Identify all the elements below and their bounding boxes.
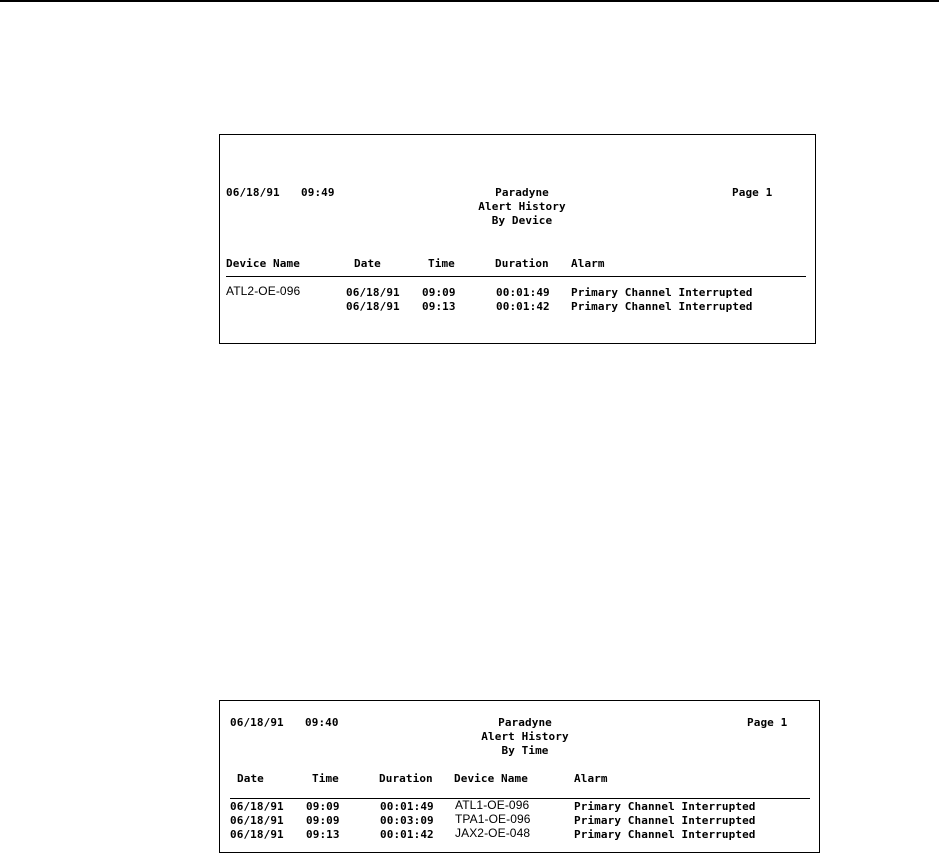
row-time: 09:09 [306, 800, 340, 813]
row-duration: 00:03:09 [380, 814, 434, 827]
report-title: Alert History [481, 730, 569, 743]
row-date: 06/18/91 [346, 286, 400, 299]
column-header-date: Date [354, 257, 381, 270]
page-top-rule [0, 0, 939, 2]
row-duration: 00:01:42 [496, 300, 550, 313]
row-date: 06/18/91 [230, 828, 284, 841]
row-date: 06/18/91 [230, 814, 284, 827]
column-header-time: Time [312, 772, 339, 785]
report-time: 09:49 [301, 186, 335, 199]
column-header-date: Date [237, 772, 264, 785]
row-time: 09:13 [422, 300, 456, 313]
header-rule [226, 276, 806, 277]
column-header-alarm: Alarm [571, 257, 605, 270]
row-time: 09:09 [306, 814, 340, 827]
report-date: 06/18/91 [226, 186, 280, 199]
column-header-duration: Duration [379, 772, 433, 785]
row-alarm: Primary Channel Interrupted [571, 300, 753, 313]
row-alarm: Primary Channel Interrupted [574, 800, 756, 813]
row-device-name: TPA1-OE-096 [455, 812, 531, 826]
row-time: 09:09 [422, 286, 456, 299]
row-date: 06/18/91 [230, 800, 284, 813]
row-alarm: Primary Channel Interrupted [571, 286, 753, 299]
report-page-number: Page 1 [747, 716, 788, 729]
row-alarm: Primary Channel Interrupted [574, 828, 756, 841]
column-header-time: Time [428, 257, 455, 270]
row-date: 06/18/91 [346, 300, 400, 313]
column-header-alarm: Alarm [574, 772, 608, 785]
column-header-device-name: Device Name [454, 772, 528, 785]
report-date: 06/18/91 [230, 716, 284, 729]
row-device-name: JAX2-OE-048 [455, 826, 531, 840]
device-name-cell: ATL2-OE-096 [226, 284, 301, 298]
alert-history-by-device-report [219, 134, 816, 344]
alert-history-by-time-report [219, 700, 820, 853]
report-time: 09:40 [305, 716, 339, 729]
row-duration: 00:01:42 [380, 828, 434, 841]
report-subtitle: By Time [501, 744, 549, 757]
row-time: 09:13 [306, 828, 340, 841]
row-device-name: ATL1-OE-096 [455, 798, 530, 812]
column-header-duration: Duration [495, 257, 549, 270]
column-header-device-name: Device Name [226, 257, 300, 270]
row-duration: 00:01:49 [496, 286, 550, 299]
report-company: Paradyne [498, 716, 552, 729]
report-title: Alert History [478, 200, 566, 213]
row-alarm: Primary Channel Interrupted [574, 814, 756, 827]
report-subtitle: By Device [491, 214, 553, 227]
row-duration: 00:01:49 [380, 800, 434, 813]
report-company: Paradyne [495, 186, 549, 199]
report-page-number: Page 1 [732, 186, 773, 199]
